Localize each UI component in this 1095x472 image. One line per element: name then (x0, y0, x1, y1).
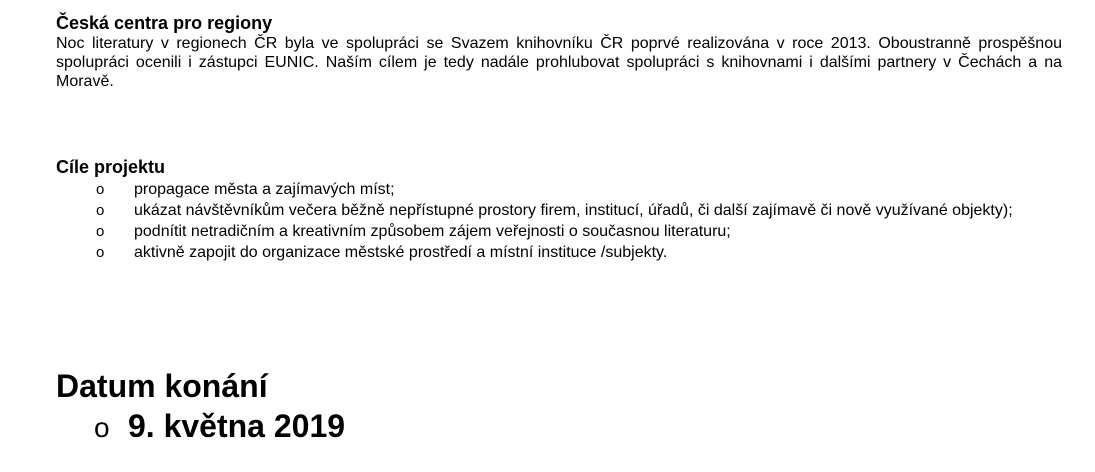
bullet-icon: o (94, 412, 110, 443)
goal-text: podnítit netradičním a kreativním způsobem zájem veřejnosti o současnou literaturu; (134, 223, 731, 240)
goals-section (56, 156, 1062, 264)
bullet-icon: o (96, 244, 105, 261)
bullet-icon: o (96, 181, 105, 198)
event-date-section (56, 366, 1062, 446)
intro-heading: Česká centra pro regiony (56, 13, 273, 33)
event-date-value: 9. května 2019 (128, 408, 346, 444)
goal-text: propagace města a zajímavých míst; (134, 181, 395, 198)
goal-item (56, 222, 1062, 241)
intro-section (56, 12, 1062, 91)
goals-heading: Cíle projektu (56, 157, 166, 177)
bullet-icon: o (96, 202, 105, 219)
intro-paragraph: Noc literatury v regionech ČR byla ve spolupráci se Svazem knihovníku ČR poprvé realizována v roce 2013. Oboustranně prospěšnou spolupráci ocenili i zástupci EUNIC. Naším cílem je tedy nadále prohlubovat spolupráci s knihovnami i dalšími partnery v Čechách a na Moravě. (56, 35, 1062, 90)
goal-item (56, 201, 1062, 220)
goal-text: aktivně zapojit do organizace městské prostředí a místní instituce /subjekty. (134, 244, 668, 261)
goal-item (56, 243, 1062, 262)
goals-list (56, 180, 1062, 262)
event-date-heading: Datum konání (56, 368, 268, 404)
goal-text: ukázat návštěvníkům večera běžně nepřístupné prostory firem, institucí, úřadů, či další zajímavě či nově využívané objekty); (134, 202, 1013, 219)
goal-item (56, 180, 1062, 199)
event-date-item (56, 406, 1062, 446)
bullet-icon: o (96, 223, 105, 240)
